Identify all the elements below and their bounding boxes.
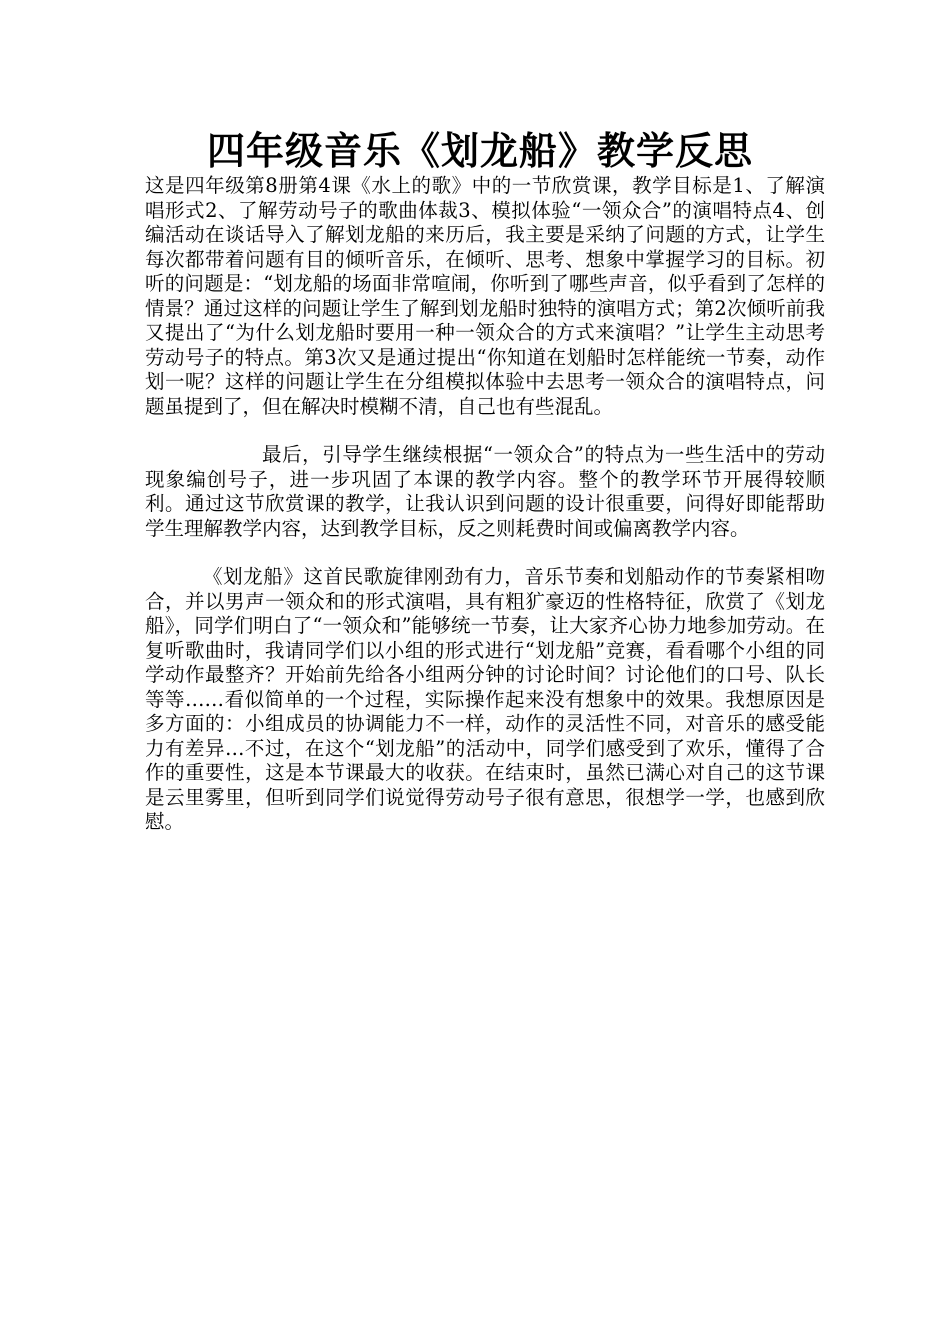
paragraph-reflection: 《划龙船》这首民歌旋律刚劲有力，音乐节奏和划船动作的节奏紧相吻合，并以男声一领众和的形式演唱，具有粗犷豪迈的性格特征，欣赏了《划龙船》，同学们明白了“一领众和”能够统一节奏，让大家齐心协力地参加劳动。在复听歌曲时，我请同学们以小组的形式进行“划龙船”竞赛，看看哪个小组的同学动作最整齐？开始前先给各小组两分钟的讨论时间？讨论他们的口号、队长等等……看似简单的一个过程，实际操作起来没有想象中的效果。我想原因是多方面的：小组成员的协调能力不一样，动作的灵活性不同，对音乐的感受能力有差异…不过，在这个“划龙船”的活动中，同学们感受到了欢乐，懂得了合作的重要性，这是本节课最大的收获。在结束时，虽然已满心对自己的这节课是云里雾里，但听到同学们说觉得劳动号子很有意思，很想学一学，也感到欣慰。 — [145, 565, 825, 833]
document-title: 四年级音乐《划龙船》教学反思 — [206, 128, 753, 173]
paragraph-intro: 这是四年级第8册第4课《水上的歌》中的一节欣赏课，教学目标是1、了解演唱形式2、了解劳动号子的歌曲体裁3、模拟体验“一领众合”的演唱特点4、创编活动在谈话导入了解划龙船的来历后，我主要是采纳了问题的方式，让学生每次都带着问题有目的倾听音乐，在倾听、思考、想象中掌握学习的目标。初听的问题是：“划龙船的场面非常喧闹，你听到了哪些声音，似乎看到了怎样的情景？通过这样的问题让学生了解到划龙船时独特的演唱方式；第2次倾听前我又提出了“为什么划龙船时要用一种一领众合的方式来演唱？”让学生主动思考劳动号子的特点。第3次又是通过提出“你知道在划船时怎样能统一节奏，动作划一呢？这样的问题让学生在分组模拟体验中去思考一领众合的演唱特点，问题虽提到了，但在解决时模糊不清，自己也有些混乱。 — [145, 174, 825, 418]
document-page — [145, 128, 825, 835]
paragraph-summary: 最后，引导学生继续根据“一领众合”的特点为一些生活中的劳动现象编创号子，进一步巩固了本课的教学内容。整个的教学环节开展得较顺利。通过这节欣赏课的教学，让我认识到问题的设计很重要，问得好即能帮助学生理解教学内容，达到教学目标，反之则耗费时间或偏离教学内容。 — [145, 443, 825, 540]
